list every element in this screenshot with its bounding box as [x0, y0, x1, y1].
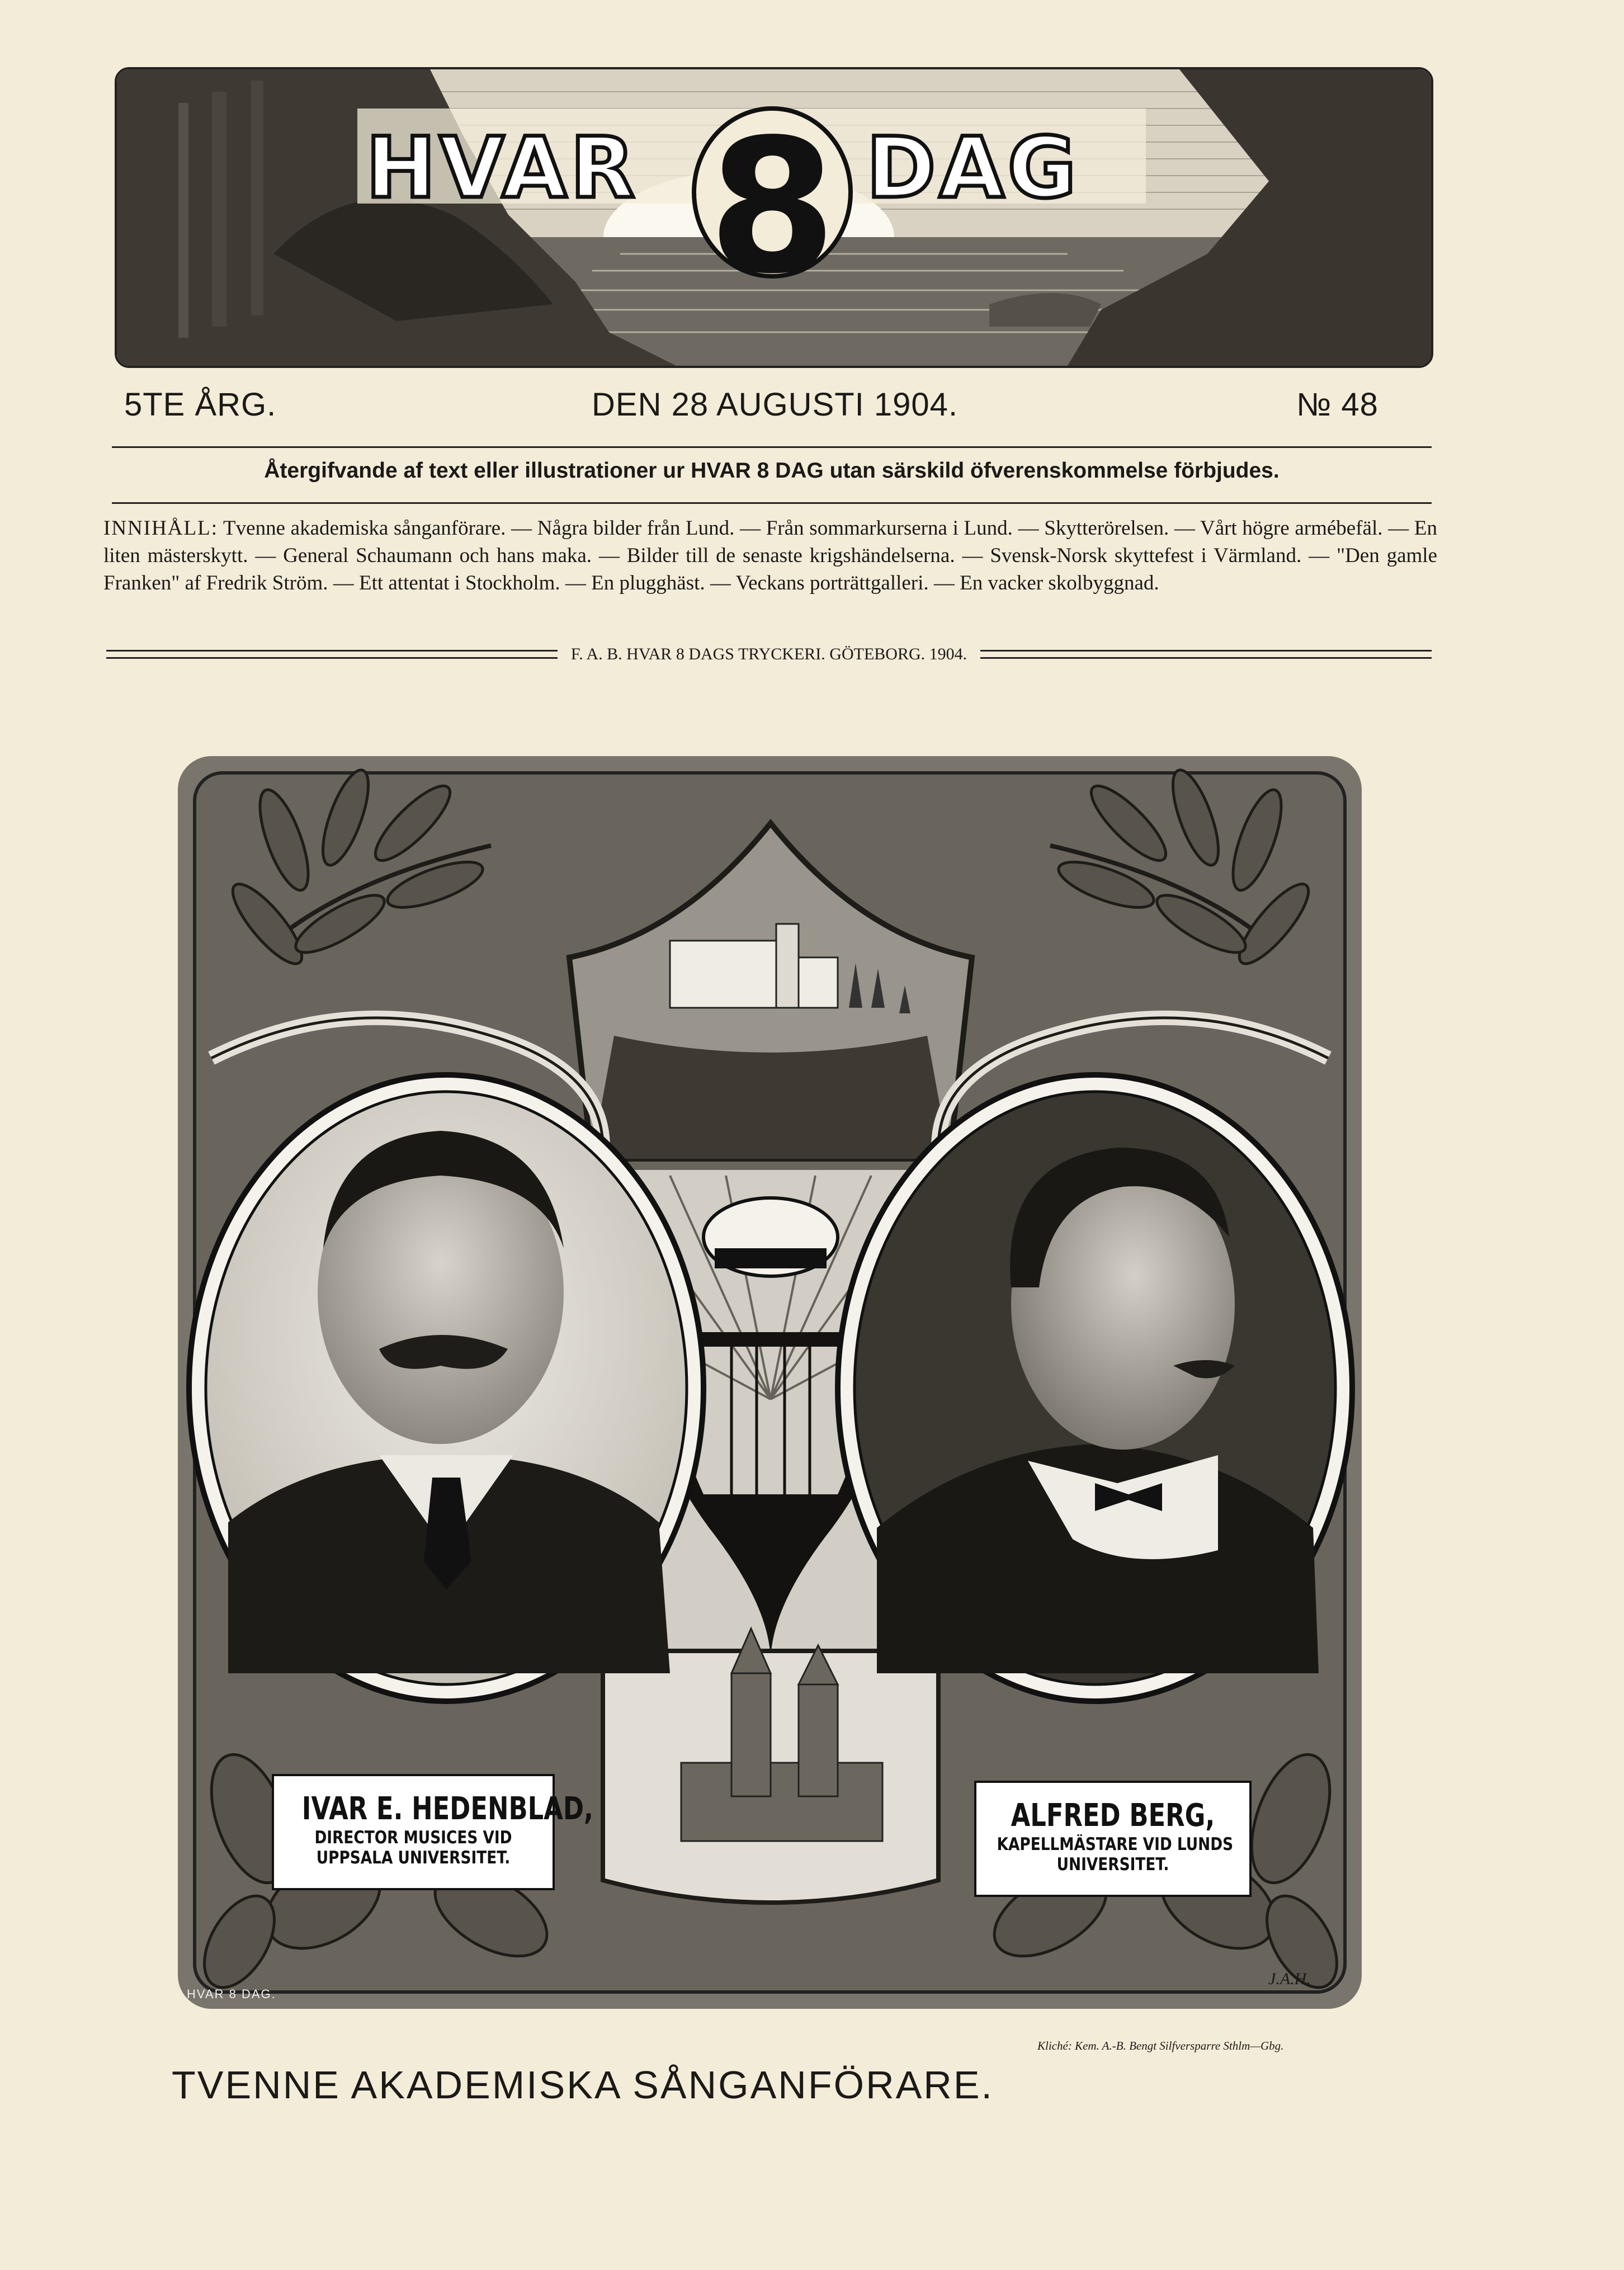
cover-caption: [0, 2063, 1624, 2107]
portrait-label-right: [974, 1781, 1252, 1897]
contents-text: Tvenne akademiska sånganförare. — Några bilder från Lund. — Från sommarkurserna i Lund. — Skytterörelsen. — Vårt högre armébefäl. — En liten mästerskytt. — General Schaumann och hans maka. — Bilder till de senaste krigshändelserna. — Svensk-Norsk skyttefest i Värmland. — "Den gamle Franken" af Fredrik Ström. — Ett attentat i Stockholm. — En plugghäst. — Veckans porträttgalleri. — En vacker skolbyggnad.: [103, 517, 1437, 594]
portrait-label-left: [272, 1774, 594, 1890]
masthead-title-left: HVAR: [366, 120, 639, 217]
portrait-desc-right-1: KAPELLMÄSTARE VID LUNDS: [997, 1834, 1234, 1854]
portrait-desc-left-1: DIRECTOR MUSICES VID: [314, 1828, 512, 1848]
printer-text: F. A. B. HVAR 8 DAGS TRYCKERI. GÖTEBORG. 1904.: [570, 645, 967, 663]
double-rule-right: [980, 650, 1432, 659]
portrait-desc-right-2: UNIVERSITET.: [1056, 1854, 1169, 1875]
table-of-contents: [103, 515, 1437, 597]
reprint-notice: Återgifvande af text eller illustrationer ur HVAR 8 DAG utan särskild öfverenskommelse förbjudes.: [264, 459, 1280, 483]
cliche-credit: Kliché: Kem. A.-B. Bengt Silfversparre Sthlm—Gbg.: [1037, 2039, 1284, 2052]
portrait-desc-left-2: UPPSALA UNIVERSITET.: [316, 1848, 511, 1868]
portrait-name-left: IVAR E. HEDENBLAD,: [301, 1791, 594, 1827]
contents-label: INNIHÅLL:: [103, 517, 219, 540]
masthead-banner: [115, 67, 1433, 368]
masthead-landscape: [117, 69, 1431, 366]
rule-notice: [112, 502, 1432, 504]
castle-drawing: [670, 941, 776, 1008]
cover-caption-text: TVENNE AKADEMISKA SÅNGANFÖRARE.: [172, 2063, 994, 2107]
rule-top: [112, 446, 1432, 448]
printer-line: [106, 640, 1432, 668]
masthead-title-number: 8: [708, 100, 837, 314]
double-rule-left: [106, 650, 558, 659]
artist-signature-left: HVAR 8 DAG.: [187, 1987, 276, 2001]
portrait-name-right: ALFRED BERG,: [1011, 1797, 1215, 1834]
masthead-title-right: DAG: [866, 120, 1080, 217]
issue-year: 5TE ÅRG.: [124, 386, 277, 423]
issue-number: № 48: [1296, 386, 1378, 423]
artist-signature-right: J.A.H.: [1268, 1970, 1311, 1988]
issue-date: DEN 28 AUGUSTI 1904.: [592, 386, 959, 423]
